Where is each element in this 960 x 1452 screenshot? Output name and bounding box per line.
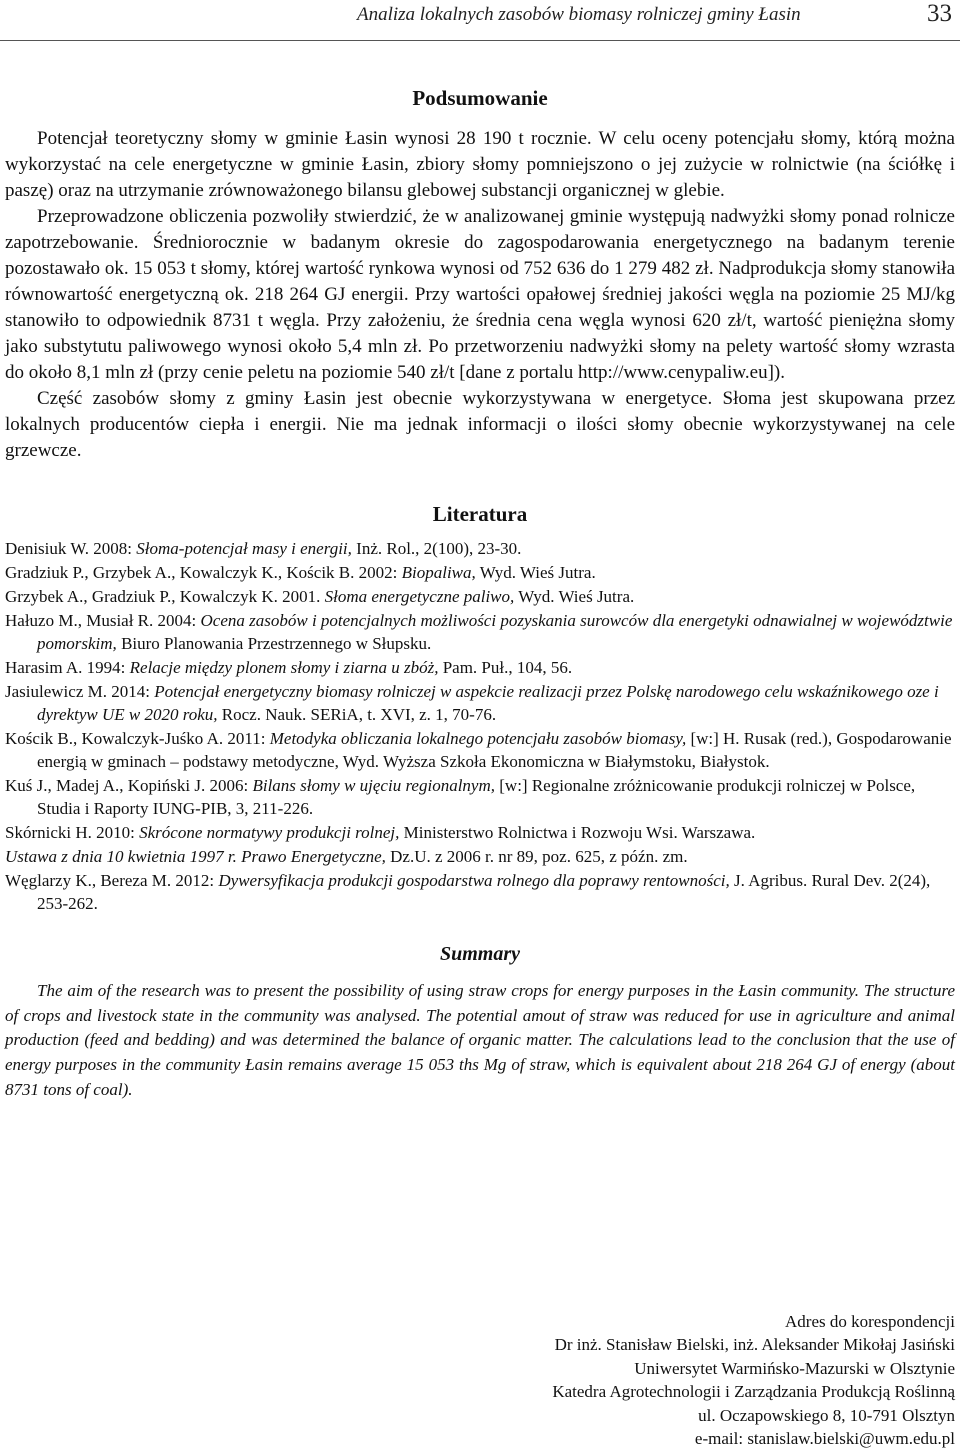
address-line: Dr inż. Stanisław Bielski, inż. Aleksander Mikołaj Jasiński	[554, 1335, 955, 1355]
address-line: ul. Oczapowskiego 8, 10-791 Olsztyn	[698, 1405, 955, 1425]
reference-item: Denisiuk W. 2008: Słoma-potencjał masy i energii, Inż. Rol., 2(100), 23-30.	[5, 539, 522, 558]
summary-heading: Summary	[439, 943, 521, 966]
reference-item: Ustawa z dnia 10 kwietnia 1997 r. Prawo Energetyczne, Dz.U. z 2006 r. nr 89, poz. 625, z późn. zm.	[5, 847, 688, 867]
header-rule	[0, 40, 960, 41]
reference-list	[5, 538, 955, 916]
reference-item: Kuś J., Madej A., Kopiński J. 2006: Bilans słomy w ujęciu regionalnym, [w:] Regionalne zróżnicowanie produkcji rolniczej w Polsce, Studia i Raporty IUNG-PIB, 3, 211-226.	[5, 776, 916, 818]
correspondence-address	[552, 1310, 955, 1450]
podsumowanie-paragraph-2: Przeprowadzone obliczenia pozwoliły stwierdzić, że w analizowanej gminie występują nadwyżki słomy ponad rolnicze zapotrzebowanie. Średniorocznie w badanym okresie do zagospodarowania energetycznego na badanym terenie pozostawało ok. 15 053 t słomy, której wartość rynkowa wynosi od 752 636 do 1 279 482 zł. Nadprodukcja słomy stanowiła równowartość energetyczną ok. 218 264 GJ energii. Przy wartości opałowej średniej jakości węgla na poziomie 25 MJ/kg stanowiło to odpowiednik 8731 t węgla. Przy założeniu, że średnia cena węgla wynosi 620 zł/t, wartość pieniężna słomy jako substytutu paliwowego wynosi około 5,4 mln zł. Po przetworzeniu nadwyżki słomy na pelety wartość słomy wzrasta do około 8,1 mln zł (przy cenie peletu na poziomie 540 zł/t [dane z portalu http://www.cenypaliw.eu]).	[5, 206, 955, 383]
reference-item: Węglarzy K., Bereza M. 2012: Dywersyfikacja produkcji gospodarstwa rolnego dla poprawy rentowności, J. Agribus. Rural Dev. 2(24), 253-262.	[5, 871, 931, 913]
podsumowanie-heading: Podsumowanie	[412, 86, 548, 110]
literatura-heading: Literatura	[432, 502, 528, 526]
podsumowanie-paragraph-1: Potencjał teoretyczny słomy w gminie Łasin wynosi 28 190 t rocznie. W celu oceny potencjału słomy, którą można wykorzystać na cele energetyczne w gminie Łasin, zbiory słomy pomniejszono o jej zużycie w rolnictwie (na ściółkę i paszę) oraz na utrzymanie zrównoważonego bilansu glebowej substancji organicznej w glebie.	[5, 128, 955, 201]
running-head	[0, 0, 960, 42]
reference-item: Grzybek A., Gradziuk P., Kowalczyk K. 2001. Słoma energetyczne paliwo, Wyd. Wieś Jutra.	[5, 587, 635, 607]
reference-item: Jasiulewicz M. 2014: Potencjał energetyczny biomasy rolniczej w aspekcie realizacji przez Polskę narodowego celu wskaźnikowego oze i dyrektyw UE w 2020 roku, Rocz. Nauk. SERiA, t. XVI, z. 1, 70-76.	[5, 682, 939, 725]
address-line: Uniwersytet Warmińsko-Mazurski w Olsztynie	[634, 1358, 955, 1378]
summary-paragraph: The aim of the research was to present the possibility of using straw crops for energy purposes in the Łasin community. The structure of crops and livestock state in the community was analysed. The potential amout of straw was reduced for use in agriculture and animal production (feed and bedding) and was determined the balance of organic matter. The calculations lead to the conclusion that the use of energy purposes in the community Łasin remains average 15 053 ths Mg of straw, which is equivalent about 218 264 GJ of energy (about 8731 tons of coal).	[5, 981, 955, 1099]
reference-item: Gradziuk P., Grzybek A., Kowalczyk K., Kościk B. 2002: Biopaliwa, Wyd. Wieś Jutra.	[5, 563, 596, 583]
running-title: Analiza lokalnych zasobów biomasy rolniczej gminy Łasin	[357, 4, 801, 25]
reference-item: Hałuzo M., Musiał R. 2004: Ocena zasobów i potencjalnych możliwości pozyskania surowców dla energetyki odnawialnej w województwie pomorskim, Biuro Planowania Przestrzennego w Słupsku.	[5, 611, 953, 654]
reference-item: Kościk B., Kowalczyk-Juśko A. 2011: Metodyka obliczania lokalnego potencjału zasobów biomasy, [w:] H. Rusak (red.), Gospodarowanie energią w gminach – podstawy metodyczne, Wyd. Wyższa Szkoła Ekonomiczna w Białymstoku, Białystok.	[5, 729, 952, 771]
address-email: e-mail: stanislaw.bielski@uwm.edu.pl	[694, 1429, 955, 1449]
page-number: 33	[927, 0, 952, 27]
reference-item: Skórnicki H. 2010: Skrócone normatywy produkcji rolnej, Ministerstwo Rolnictwa i Rozwoju Wsi. Warszawa.	[5, 822, 756, 842]
address-line: Katedra Agrotechnologii i Zarządzania Produkcją Roślinną	[552, 1382, 955, 1402]
podsumowanie-paragraph-3: Część zasobów słomy z gminy Łasin jest obecnie wykorzystywana w energetyce. Słoma jest skupowana przez lokalnych producentów ciepła i energii. Nie ma jednak informacji o ilości słomy obecnie wykorzystywanej na cele grzewcze.	[5, 388, 955, 461]
address-line: Adres do korespondencji	[785, 1312, 955, 1331]
reference-item: Harasim A. 1994: Relacje między plonem słomy i ziarna u zbóż, Pam. Puł., 104, 56.	[5, 658, 573, 678]
page-body	[5, 86, 955, 1103]
